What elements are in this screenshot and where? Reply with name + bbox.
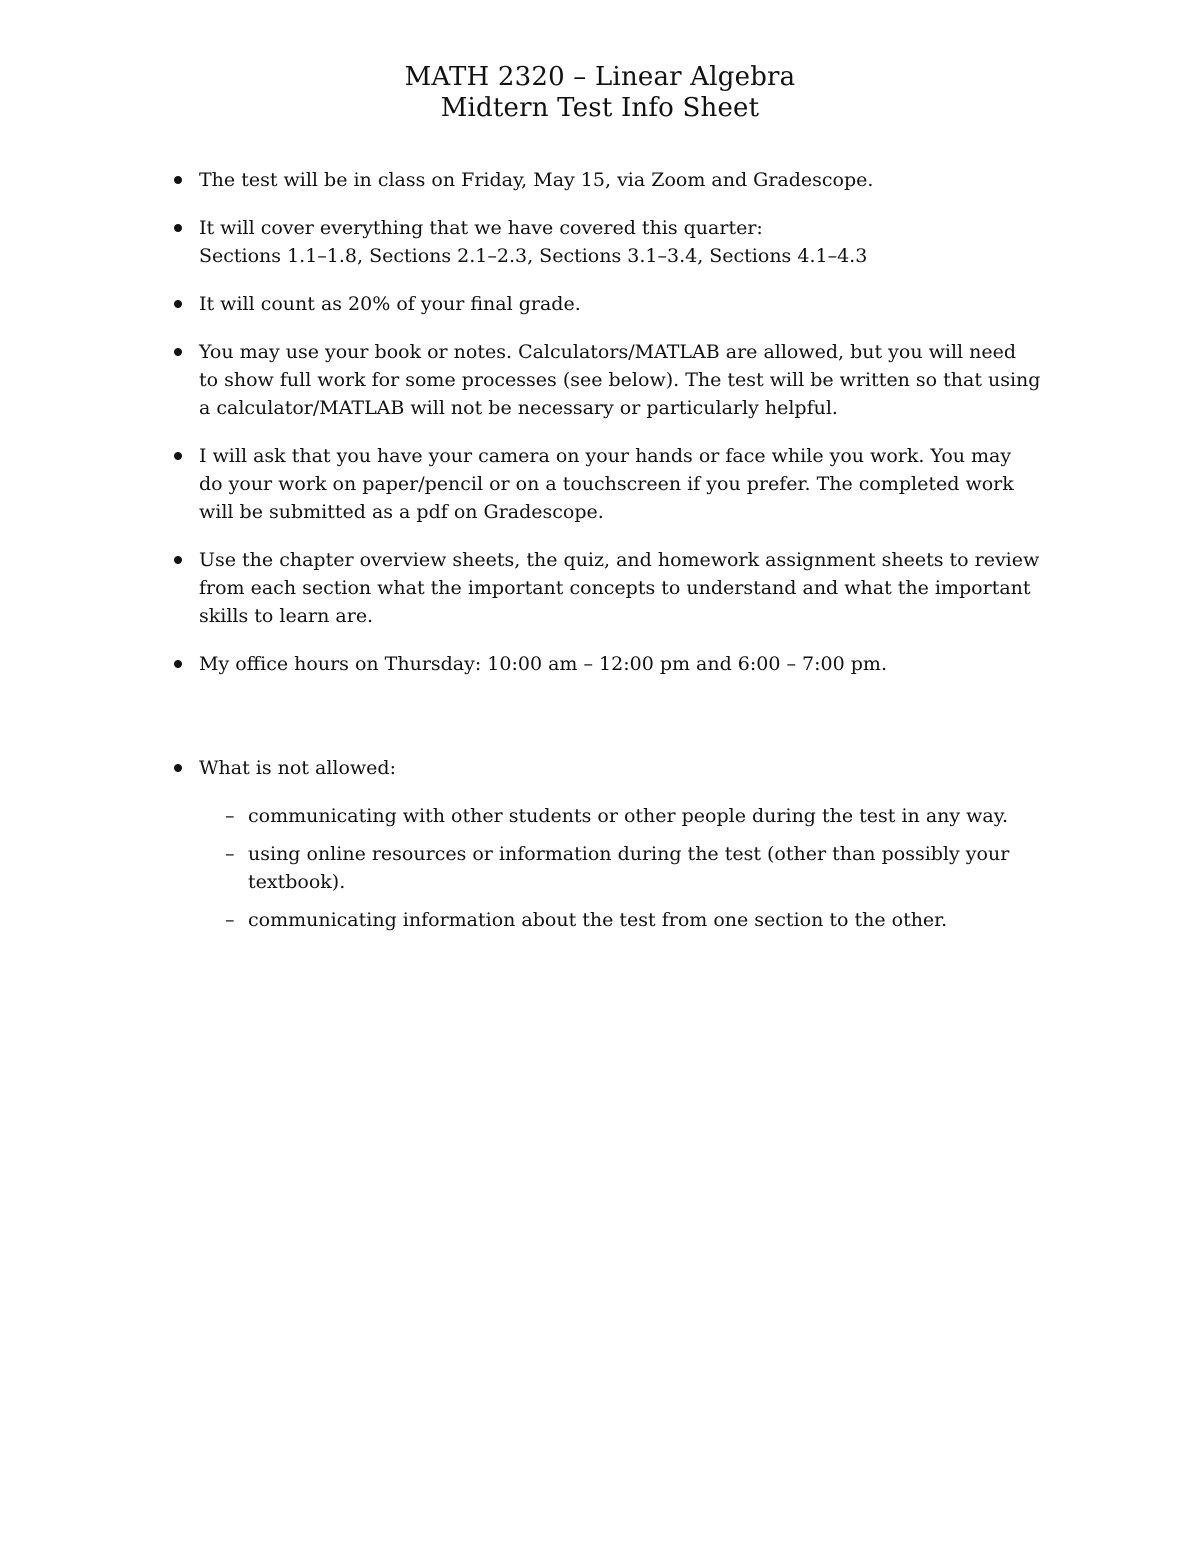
bullet-line: The test will be in class on Friday, May 15, via Zoom and Gradescope. <box>199 169 874 191</box>
not-allowed-item <box>225 802 1061 830</box>
sub-item-line: communicating with other students or other people during the test in any way. <box>248 805 1008 827</box>
bullet-line: It will count as 20% of your final grade. <box>199 293 581 315</box>
not-allowed-item <box>225 906 1061 934</box>
bullet-text <box>199 754 1061 782</box>
bullet-text <box>199 338 1061 422</box>
bullet-materials <box>199 338 1061 422</box>
bullet-dot-icon <box>174 300 182 308</box>
not-allowed-list <box>199 802 1061 934</box>
bullet-camera <box>199 442 1061 526</box>
sheet-title: Midtern Test Info Sheet <box>440 93 760 123</box>
bullet-text <box>199 290 1061 318</box>
bullet-text <box>199 546 1061 630</box>
bullet-grade-weight <box>199 290 1061 318</box>
sub-item-text <box>248 906 1061 934</box>
bullet-line: skills to learn are. <box>199 605 374 627</box>
sub-item-line: using online resources or information during the test (other than possibly your <box>248 843 1010 865</box>
bullet-text <box>199 214 1061 270</box>
bullet-line: do your work on paper/pencil or on a touchscreen if you prefer. The completed work <box>199 473 1014 495</box>
bullet-dot-icon <box>174 348 182 356</box>
sub-item-line: communicating information about the test from one section to the other. <box>248 909 948 931</box>
bullet-line: Sections 1.1–1.8, Sections 2.1–2.3, Sections 3.1–3.4, Sections 4.1–4.3 <box>199 245 868 267</box>
bullet-dot-icon <box>174 176 182 184</box>
bullet-dot-icon <box>174 660 182 668</box>
bullet-review <box>199 546 1061 630</box>
dash-icon: – <box>225 805 235 827</box>
bullet-line: from each section what the important concepts to understand and what the important <box>199 577 1031 599</box>
sub-item-text <box>248 802 1061 830</box>
bullet-text <box>199 442 1061 526</box>
sub-item-line: textbook). <box>248 871 346 893</box>
bullet-line: I will ask that you have your camera on your hands or face while you work. You may <box>199 445 1012 467</box>
bullet-line: My office hours on Thursday: 10:00 am – 12:00 pm and 6:00 – 7:00 pm. <box>199 653 887 675</box>
not-allowed-item <box>225 840 1061 896</box>
bullet-line: It will cover everything that we have covered this quarter: <box>199 217 763 239</box>
bullet-line: Use the chapter overview sheets, the quiz, and homework assignment sheets to review <box>199 549 1040 571</box>
bullet-line: will be submitted as a pdf on Gradescope. <box>199 501 604 523</box>
bullet-not-allowed <box>199 754 1061 934</box>
bullet-dot-icon <box>174 224 182 232</box>
not-allowed-heading: What is not allowed: <box>199 757 396 779</box>
bullet-test-date <box>199 166 1061 194</box>
bullet-office-hours <box>199 650 1061 678</box>
bullet-line: You may use your book or notes. Calculators/MATLAB are allowed, but you will need <box>199 341 1017 363</box>
bullet-dot-icon <box>174 556 182 564</box>
bullet-line: to show full work for some processes (see below). The test will be written so that using <box>199 369 1041 391</box>
dash-icon: – <box>225 843 235 865</box>
document-header <box>0 62 1200 124</box>
bullet-dot-icon <box>174 764 182 772</box>
dash-icon: – <box>225 909 235 931</box>
bullet-coverage <box>199 214 1061 270</box>
bullet-text <box>199 650 1061 678</box>
course-title: MATH 2320 – Linear Algebra <box>404 62 796 92</box>
bullet-line: a calculator/MATLAB will not be necessary or particularly helpful. <box>199 397 838 419</box>
sub-item-text <box>248 840 1061 896</box>
bullet-text <box>199 166 1061 194</box>
info-bullet-list <box>199 166 1061 954</box>
bullet-dot-icon <box>174 452 182 460</box>
